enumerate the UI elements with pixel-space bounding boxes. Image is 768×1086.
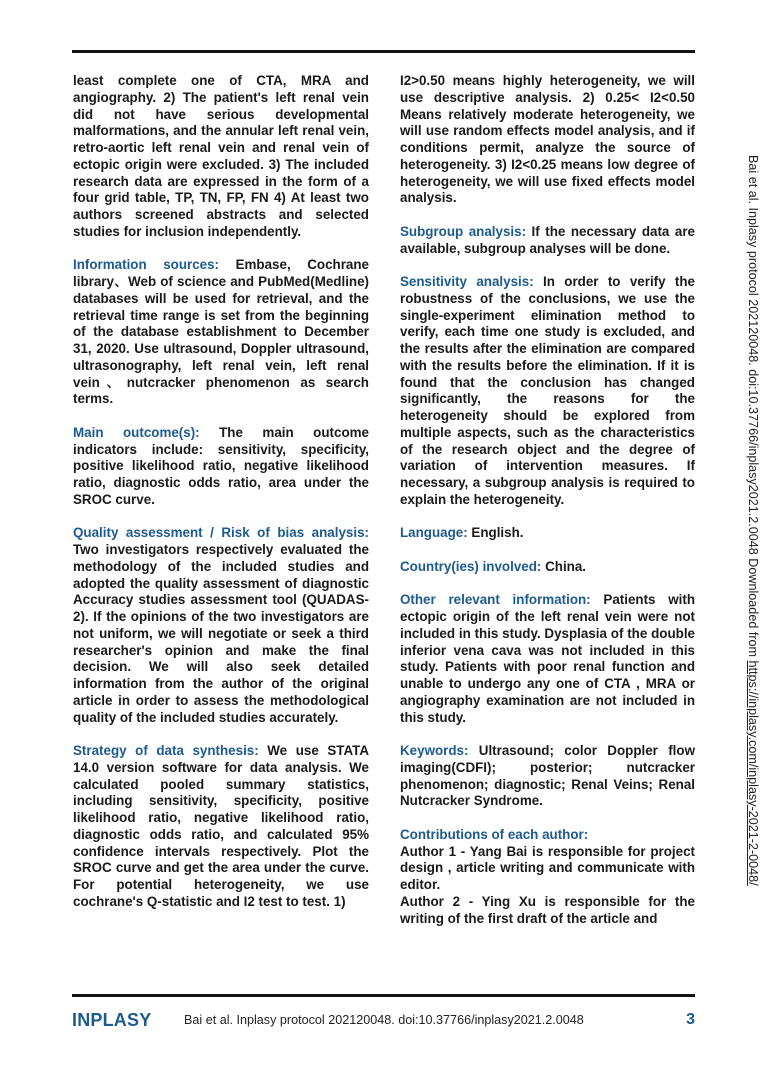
section-heading: Quality assessment / Risk of bias analysis: — [73, 525, 369, 541]
section-data-synthesis — [73, 743, 369, 911]
section-body: China. — [541, 558, 587, 574]
section-body: If the necessary data are available, subgroup analyses will be done. — [400, 223, 695, 256]
top-rule — [72, 50, 695, 53]
section-countries — [400, 559, 695, 576]
page-footer — [72, 1010, 695, 1036]
section-subgroup-analysis — [400, 224, 695, 258]
author-1-contribution: Author 1 - Yang Bai is responsible for project design , article writing and communicate with editor. — [400, 843, 695, 892]
download-link[interactable]: https://inplasy.com/inplasy-2021-2-0048/ — [746, 660, 760, 886]
eligibility-continued — [73, 73, 369, 241]
section-heading: Strategy of data synthesis: — [73, 743, 259, 758]
section-body: Embase, Cochrane library、Web of science and PubMed(Medline) databases will be used for retrieval, and the retrieval time range is set from the beginning of the database establishment to December 31, 2020. Use ultrasound, Doppler ultrasound, ultrasonography, left renal vein, left renal vein、nutcracker phenomenon as search terms. — [73, 257, 369, 407]
section-language — [400, 525, 695, 542]
page-number: 3 — [686, 1011, 695, 1028]
section-heading: Main outcome(s): — [73, 424, 200, 440]
section-heading: Subgroup analysis: — [400, 223, 527, 239]
right-column — [400, 73, 695, 927]
section-other-information — [400, 592, 695, 726]
inplasy-logo: INPLASY — [72, 1010, 152, 1030]
heterogeneity-continued — [400, 73, 695, 207]
section-information-sources — [73, 257, 369, 408]
section-body: We use STATA 14.0 version software for data analysis. We calculated pooled summary statistics, including sensitivity, specificity, positive likelihood ratio, negative likelihood ratio, diagnostic odds ratio, and calculated 95% confidence intervals respectively. Plot the SROC curve and get the area under the curve. For potential heterogeneity, we use cochrane's Q-statistic and I2 test to test. 1) — [73, 743, 369, 909]
left-column — [73, 73, 369, 927]
section-heading: Keywords: — [400, 743, 469, 758]
sidebar-citation-text: Bai et al. Inplasy protocol 202120048. doi:10.37766/inplasy2021.2.0048 Downloaded from — [746, 155, 760, 661]
section-body: English. — [467, 525, 524, 541]
section-heading: Contributions of each author: — [400, 826, 589, 842]
sidebar-citation — [746, 155, 760, 955]
section-heading: Country(ies) involved: — [400, 558, 542, 574]
section-keywords — [400, 743, 695, 810]
section-quality-assessment — [73, 525, 369, 726]
paragraph-text: least complete one of CTA, MRA and angiography. 2) The patient's left renal vein did not have serious developmental malformations, and the annular left renal vein, retro-aortic left renal vein and renal vein of ectopic origin were excluded. 3) The included research data are expressed in the form of a four grid table, TP, TN, FP, FN 4) At least two authors screened abstracts and selected studies for inclusion independently. — [73, 73, 369, 239]
author-2-contribution: Author 2 - Ying Xu is responsible for the writing of the first draft of the article and — [400, 893, 695, 926]
section-contributions — [400, 827, 695, 928]
paragraph-text: I2>0.50 means highly heterogeneity, we will use descriptive analysis. 2) 0.25< I2<0.50 Means relatively moderate heterogeneity, we will use random effects model analysis, and if conditions permit, analyze the source of heterogeneity. 3) I2<0.25 means low degree of heterogeneity, we will use fixed effects model analysis. — [400, 73, 695, 206]
section-body: Patients with ectopic origin of the left renal vein were not included in this study. Dysplasia of the double inferior vena cava was not included in this study. Patients with poor renal function and unable to undergo any one of CTA , MRA or angiography examination are not included in this study. — [400, 592, 695, 725]
section-heading: Other relevant information: — [400, 592, 591, 608]
section-main-outcomes — [73, 425, 369, 509]
section-body: Ultrasound; color Doppler flow imaging(CDFI); posterior; nutcracker phenomenon; diagnostic; Renal Veins; Renal Nutcracker Syndrome. — [400, 743, 695, 809]
section-heading: Sensitivity analysis: — [400, 274, 534, 289]
bottom-rule — [72, 994, 695, 997]
footer-citation: Bai et al. Inplasy protocol 202120048. doi:10.37766/inplasy2021.2.0048 — [184, 1013, 584, 1027]
section-body: In order to verify the robustness of the conclusions, we use the single-experiment elimination method to verify, each time one study is excluded, and the results after the elimination are compared with the results before the elimination. If it is found that the conclusion has changed significantly, the reasons for the heterogeneity should be explored from multiple aspects, such as the characteristics of the research object and the degree of variation of intervention measures. If necessary, a subgroup analysis is required to explain the heterogeneity. — [400, 274, 696, 507]
section-body: The main outcome indicators include: sensitivity, specificity, positive likelihood ratio, negative likelihood ratio, diagnostic odds ratio, area under the SROC curve. — [73, 424, 369, 507]
section-heading: Information sources: — [73, 257, 220, 273]
section-body: Two investigators respectively evaluated the methodology of the included studies and adopted the quality assessment of diagnostic Accuracy studies assessment tool (QUADAS-2). If the opinions of the two investigators are not uniform, we will negotiate or seek a third researcher's opinion and make the final decision. We will also seek detailed information from the author of the original article in order to assess the methodological quality of the included studies accurately. — [73, 542, 369, 725]
section-heading: Language: — [400, 525, 468, 541]
section-sensitivity-analysis — [400, 274, 695, 509]
